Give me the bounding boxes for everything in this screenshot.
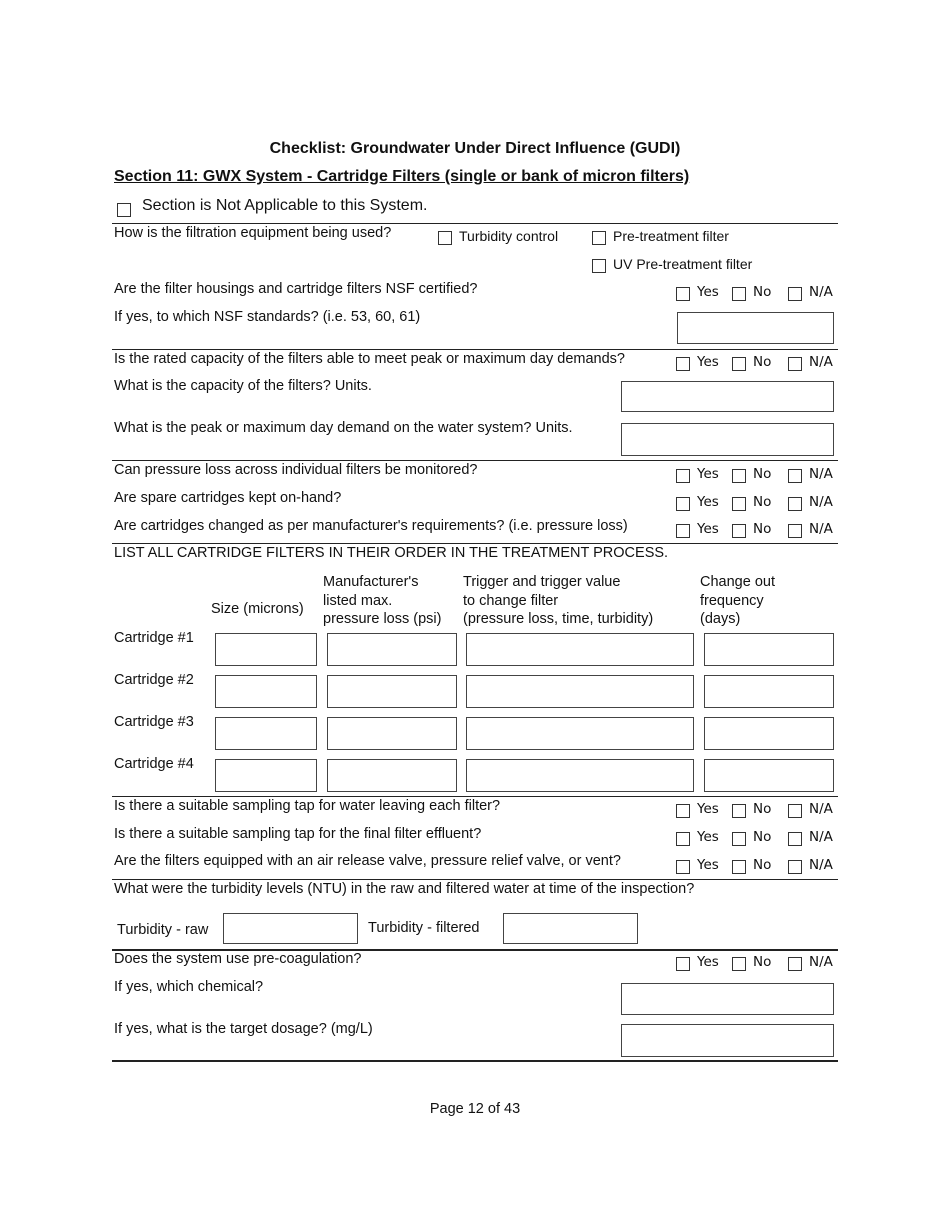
cartridge-1-changeout-field[interactable] [704,633,834,666]
cartridge-2-trigger-field[interactable] [466,675,694,708]
target-dosage-question: If yes, what is the target dosage? (mg/L) [114,1021,373,1037]
capacity-na-label: N/A [809,354,833,370]
cartridge-1-trigger-field[interactable] [466,633,694,666]
col-trigger-line-2: to change filter [463,592,559,609]
precoag-no-checkbox[interactable] [732,957,746,971]
tap-final-question: Is there a suitable sampling tap for the final filter effluent? [114,826,482,842]
cartridge-row-label: Cartridge #3 [114,714,194,730]
nsf-yes-label: Yes [697,284,719,300]
col-change-line-1: Change out [700,574,775,590]
usage-question: How is the filtration equipment being used? [114,225,392,241]
tap-each-no-checkbox[interactable] [732,804,746,818]
tap-each-yes-checkbox[interactable] [676,804,690,818]
cartridge-4-pressure-field[interactable] [327,759,457,792]
changed-no-checkbox[interactable] [732,524,746,538]
col-mfr-line-1: Manufacturer's [323,574,419,590]
tap-each-no-label: No [753,801,772,817]
tap-final-na-checkbox[interactable] [788,832,802,846]
cartridge-1-pressure-field[interactable] [327,633,457,666]
precoag-no-label: No [753,954,772,970]
changed-yes-label: Yes [697,521,719,537]
nsf-na-checkbox[interactable] [788,287,802,301]
nsf-standards-field[interactable] [677,312,834,344]
divider [112,796,838,797]
turbidity-levels-question: What were the turbidity levels (NTU) in the raw and filtered water at time of the inspection? [114,881,695,897]
col-mfr-line-2: listed max. [323,592,393,609]
tap-each-question: Is there a suitable sampling tap for water leaving each filter? [114,798,501,814]
pretreatment-filter-label: Pre-treatment filter [613,228,729,244]
air-release-yes-label: Yes [697,857,719,873]
target-dosage-field[interactable] [621,1024,834,1057]
turbidity-control-label: Turbidity control [459,228,559,244]
tap-final-no-checkbox[interactable] [732,832,746,846]
precoagulation-question: Does the system use pre-coagulation? [114,951,362,967]
cartridge-3-trigger-field[interactable] [466,717,694,750]
uv-pretreatment-label: UV Pre-treatment filter [613,256,753,272]
changed-no-label: No [753,521,772,537]
cartridge-1-size-field[interactable] [215,633,317,666]
cartridge-4-trigger-field[interactable] [466,759,694,792]
pretreatment-filter-checkbox[interactable] [592,231,606,245]
air-release-question: Are the filters equipped with an air release valve, pressure relief valve, or vent? [114,853,621,869]
cartridge-row-label: Cartridge #2 [114,672,194,688]
tap-each-na-checkbox[interactable] [788,804,802,818]
pressure-no-checkbox[interactable] [732,469,746,483]
col-change-header [700,573,775,629]
cartridge-2-pressure-field[interactable] [327,675,457,708]
spare-na-checkbox[interactable] [788,497,802,511]
capacity-yes-checkbox[interactable] [676,357,690,371]
rated-capacity-question: Is the rated capacity of the filters able to meet peak or maximum day demands? [114,351,625,367]
nsf-na-label: N/A [809,284,833,300]
pressure-yes-label: Yes [697,466,719,482]
air-release-no-label: No [753,857,772,873]
peak-demand-question: What is the peak or maximum day demand on the water system? Units. [114,420,573,436]
pressure-na-checkbox[interactable] [788,469,802,483]
divider [112,543,838,544]
nsf-yes-checkbox[interactable] [676,287,690,301]
col-mfr-line-3: pressure loss (psi) [323,611,442,627]
capacity-no-label: No [753,354,772,370]
tap-each-yes-label: Yes [697,801,719,817]
air-release-na-checkbox[interactable] [788,860,802,874]
col-trigger-line-3: (pressure loss, time, turbidity) [463,611,654,627]
cartridge-4-changeout-field[interactable] [704,759,834,792]
pressure-loss-question: Can pressure loss across individual filters be monitored? [114,462,478,478]
changed-na-label: N/A [809,521,833,537]
nsf-no-label: No [753,284,772,300]
air-release-na-label: N/A [809,857,833,873]
capacity-yes-label: Yes [697,354,719,370]
cartridge-row-label: Cartridge #1 [114,630,194,646]
spare-cartridges-question: Are spare cartridges kept on-hand? [114,490,342,506]
col-mfr-header [323,573,441,629]
cartridge-4-size-field[interactable] [215,759,317,792]
divider [112,1060,838,1062]
cartridge-3-pressure-field[interactable] [327,717,457,750]
precoag-yes-checkbox[interactable] [676,957,690,971]
nsf-no-checkbox[interactable] [732,287,746,301]
divider [112,349,838,350]
changed-yes-checkbox[interactable] [676,524,690,538]
not-applicable-checkbox[interactable] [117,203,131,217]
col-trigger-line-1: Trigger and trigger value [463,574,621,590]
turbidity-filtered-label: Turbidity - filtered [368,920,480,936]
spare-no-checkbox[interactable] [732,497,746,511]
pressure-na-label: N/A [809,466,833,482]
pressure-yes-checkbox[interactable] [676,469,690,483]
turbidity-raw-field[interactable] [223,913,358,944]
divider [112,223,838,224]
col-size-header: Size (microns) [211,601,304,617]
section-heading: Section 11: GWX System - Cartridge Filters (single or bank of micron filters) [114,168,690,185]
precoag-na-label: N/A [809,954,833,970]
tap-final-yes-label: Yes [697,829,719,845]
tap-final-yes-checkbox[interactable] [676,832,690,846]
col-change-line-3: (days) [700,611,741,627]
peak-demand-field[interactable] [621,423,834,456]
col-trigger-header [463,573,653,629]
page-title: Checklist: Groundwater Under Direct Influence (GUDI) [269,140,681,157]
capacity-units-field[interactable] [621,381,834,412]
cartridge-row-label: Cartridge #4 [114,756,194,772]
cartridge-2-changeout-field[interactable] [704,675,834,708]
col-change-line-2: frequency [700,592,764,609]
changed-na-checkbox[interactable] [788,524,802,538]
divider [112,460,838,461]
spare-yes-checkbox[interactable] [676,497,690,511]
which-chemical-question: If yes, which chemical? [114,979,264,995]
nsf-standards-question: If yes, to which NSF standards? (i.e. 53, 60, 61) [114,309,421,325]
page-number: Page 12 of 43 [429,1101,521,1117]
spare-yes-label: Yes [697,494,719,510]
spare-no-label: No [753,494,772,510]
not-applicable-label: Section is Not Applicable to this System. [142,197,428,214]
changed-per-mfr-question: Are cartridges changed as per manufacturer's requirements? (i.e. pressure loss) [114,518,628,534]
which-chemical-field[interactable] [621,983,834,1015]
precoag-na-checkbox[interactable] [788,957,802,971]
capacity-na-checkbox[interactable] [788,357,802,371]
capacity-no-checkbox[interactable] [732,357,746,371]
tap-final-no-label: No [753,829,772,845]
turbidity-filtered-field[interactable] [503,913,638,944]
uv-pretreatment-checkbox[interactable] [592,259,606,273]
air-release-no-checkbox[interactable] [732,860,746,874]
nsf-certified-question: Are the filter housings and cartridge filters NSF certified? [114,281,478,297]
cartridge-3-size-field[interactable] [215,717,317,750]
air-release-yes-checkbox[interactable] [676,860,690,874]
tap-each-na-label: N/A [809,801,833,817]
spare-na-label: N/A [809,494,833,510]
cartridge-2-size-field[interactable] [215,675,317,708]
precoag-yes-label: Yes [697,954,719,970]
turbidity-control-checkbox[interactable] [438,231,452,245]
list-all-instruction: LIST ALL CARTRIDGE FILTERS IN THEIR ORDER IN THE TREATMENT PROCESS. [114,545,669,561]
turbidity-raw-label: Turbidity - raw [117,922,209,938]
tap-final-na-label: N/A [809,829,833,845]
pressure-no-label: No [753,466,772,482]
cartridge-3-changeout-field[interactable] [704,717,834,750]
divider [112,879,838,880]
capacity-units-question: What is the capacity of the filters? Units. [114,378,372,394]
